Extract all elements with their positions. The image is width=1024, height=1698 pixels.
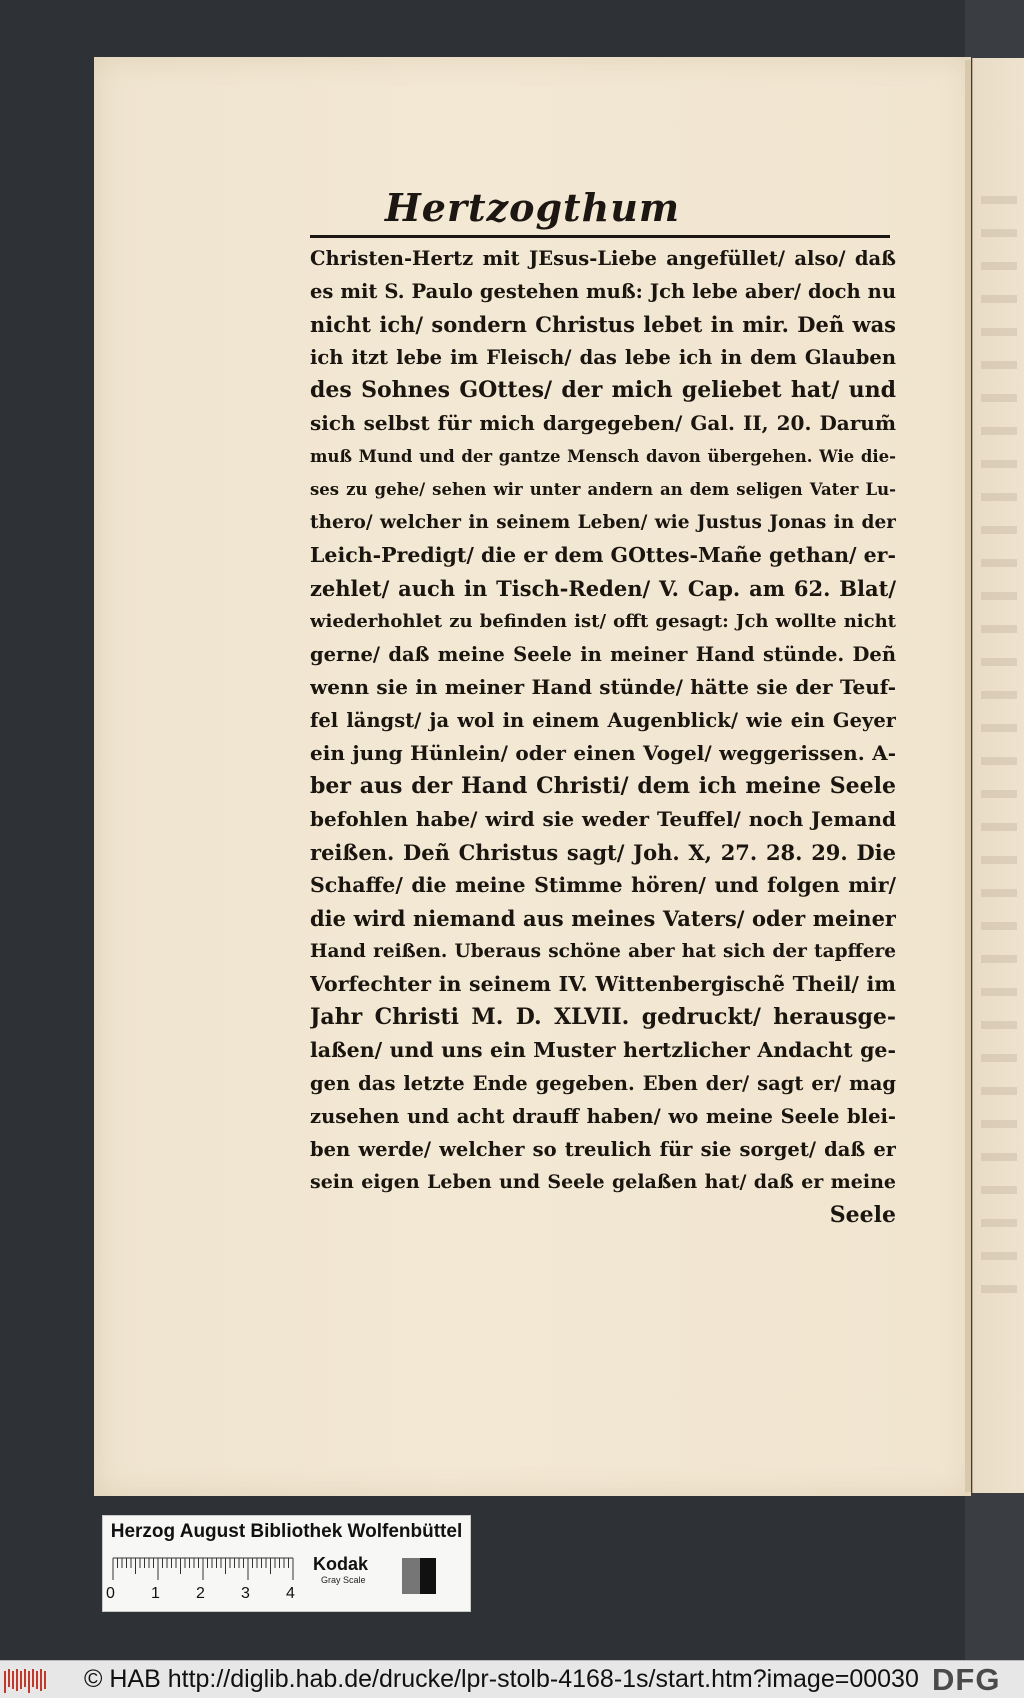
text-line: laßen/ und uns ein Muster hertzlicher Andacht ge- (310, 1038, 896, 1062)
barcode-bar (40, 1669, 42, 1691)
adjacent-page-edge (972, 58, 1024, 1493)
barcode-bar (32, 1669, 34, 1687)
text-line: gerne/ daß meine Seele in meiner Hand stünde. Deñ (310, 643, 896, 666)
text-line: reißen. Deñ Christus sagt/ Joh. X, 27. 28. 29. Die (310, 840, 896, 865)
barcode-bar (16, 1669, 18, 1691)
kodak-logo: Kodak (313, 1554, 369, 1574)
text-line: thero/ welcher in seinem Leben/ wie Justus Jonas in der (310, 512, 896, 533)
ruler-number: 1 (151, 1585, 160, 1602)
text-line: Schaffe/ die meine Stimme hören/ und folgen mir/ (310, 873, 896, 897)
ruler-number: 3 (241, 1585, 250, 1602)
page-gutter-shadow (965, 60, 971, 1492)
text-line: ich itzt lebe im Fleisch/ das lebe ich in dem Glauben (310, 346, 896, 369)
text-line: zusehen und acht drauff haben/ wo meine Seele blei- (310, 1105, 896, 1128)
barcode-bar (24, 1669, 26, 1687)
ruler-number: 2 (196, 1585, 205, 1602)
barcode-bar (4, 1671, 6, 1693)
text-line: ber aus der Hand Christi/ dem ich meine Seele (310, 773, 896, 799)
body-text (310, 242, 896, 1232)
digitization-barcode-icon (4, 1667, 48, 1693)
text-line: Hand reißen. Uberaus schöne aber hat sich der tapffere (310, 941, 896, 962)
text-line: Christen-Hertz mit JEsus-Liebe angefüllet/ also/ daß (310, 247, 896, 270)
text-line: wenn sie in meiner Hand stünde/ hätte sie der Teuf- (310, 675, 896, 699)
barcode-bar (36, 1671, 38, 1689)
header-rule (310, 235, 890, 238)
barcode-bar (20, 1671, 22, 1689)
text-line: des Sohnes GOttes/ der mich geliebet hat/ und (310, 377, 896, 403)
running-head: Hertzogthum (384, 185, 681, 230)
ruler-number: 0 (106, 1585, 115, 1602)
text-line: Vorfechter in seinem IV. Wittenbergischẽ Theil/ im (310, 972, 896, 996)
library-name: Herzog August Bibliothek Wolfenbüttel (110, 1521, 463, 1542)
text-line: sein eigen Leben und Seele gelaßen hat/ daß er meine (310, 1171, 896, 1193)
text-line: es mit S. Paulo gestehen muß: Jch lebe aber/ doch nu (310, 280, 896, 303)
text-line: fel längst/ ja wol in einem Augenblick/ wie ein Geyer (310, 709, 896, 732)
barcode-bar (44, 1671, 46, 1689)
show-through-text (316, 1289, 896, 1311)
text-line: wiederhohlet zu befinden ist/ offt gesagt: Jch wollte nicht (310, 611, 896, 632)
book-page (94, 57, 971, 1496)
viewer-footer (0, 1660, 1024, 1698)
barcode-bar (12, 1671, 14, 1689)
text-line: Jahr Christi M. D. XLVII. gedruckt/ herausge- (310, 1004, 896, 1030)
ruler-numbers (106, 1585, 306, 1605)
kodak-subtitle: Gray Scale (321, 1575, 366, 1585)
gray-patch (402, 1558, 420, 1594)
barcode-bar (8, 1669, 10, 1687)
black-patch (420, 1558, 436, 1594)
library-color-card (102, 1515, 471, 1612)
text-line: sich selbst für mich dargegeben/ Gal. II, 20. Darum̃ (310, 411, 896, 435)
text-line: Leich-Predigt/ die er dem GOttes-Mañe gethan/ er- (310, 543, 896, 567)
text-line: die wird niemand aus meines Vaters/ oder meiner (310, 906, 896, 931)
text-line: ein jung Hünlein/ oder einen Vogel/ weggerissen. A- (310, 741, 896, 765)
text-line: gen das letzte Ende gegeben. Eben der/ sagt er/ mag (310, 1072, 896, 1095)
text-line: zehlet/ auch in Tisch-Reden/ V. Cap. am 62. Blat/ (310, 576, 896, 601)
text-line: befohlen habe/ wird sie weder Teuffel/ noch Jemand (310, 807, 896, 831)
source-url[interactable]: © HAB http://diglib.hab.de/drucke/lpr-stolb-4168-1s/start.htm?image=00030 (84, 1665, 919, 1693)
catchword: Seele (829, 1202, 896, 1228)
ruler-scale (111, 1556, 297, 1580)
text-line: muß Mund und der gantze Mensch davon übergehen. Wie die- (310, 447, 896, 466)
text-line: ses zu gehe/ sehen wir unter andern an dem seligen Vater Lu- (310, 480, 896, 499)
barcode-bar (28, 1671, 30, 1693)
adjacent-page-bleed (981, 178, 1017, 1318)
text-line: nicht ich/ sondern Christus lebet in mir. Deñ was (310, 312, 896, 337)
dfg-logo: DFG (932, 1662, 1001, 1697)
text-line: ben werde/ welcher so treulich für sie sorget/ daß er (310, 1138, 896, 1161)
ruler-number: 4 (286, 1585, 295, 1602)
